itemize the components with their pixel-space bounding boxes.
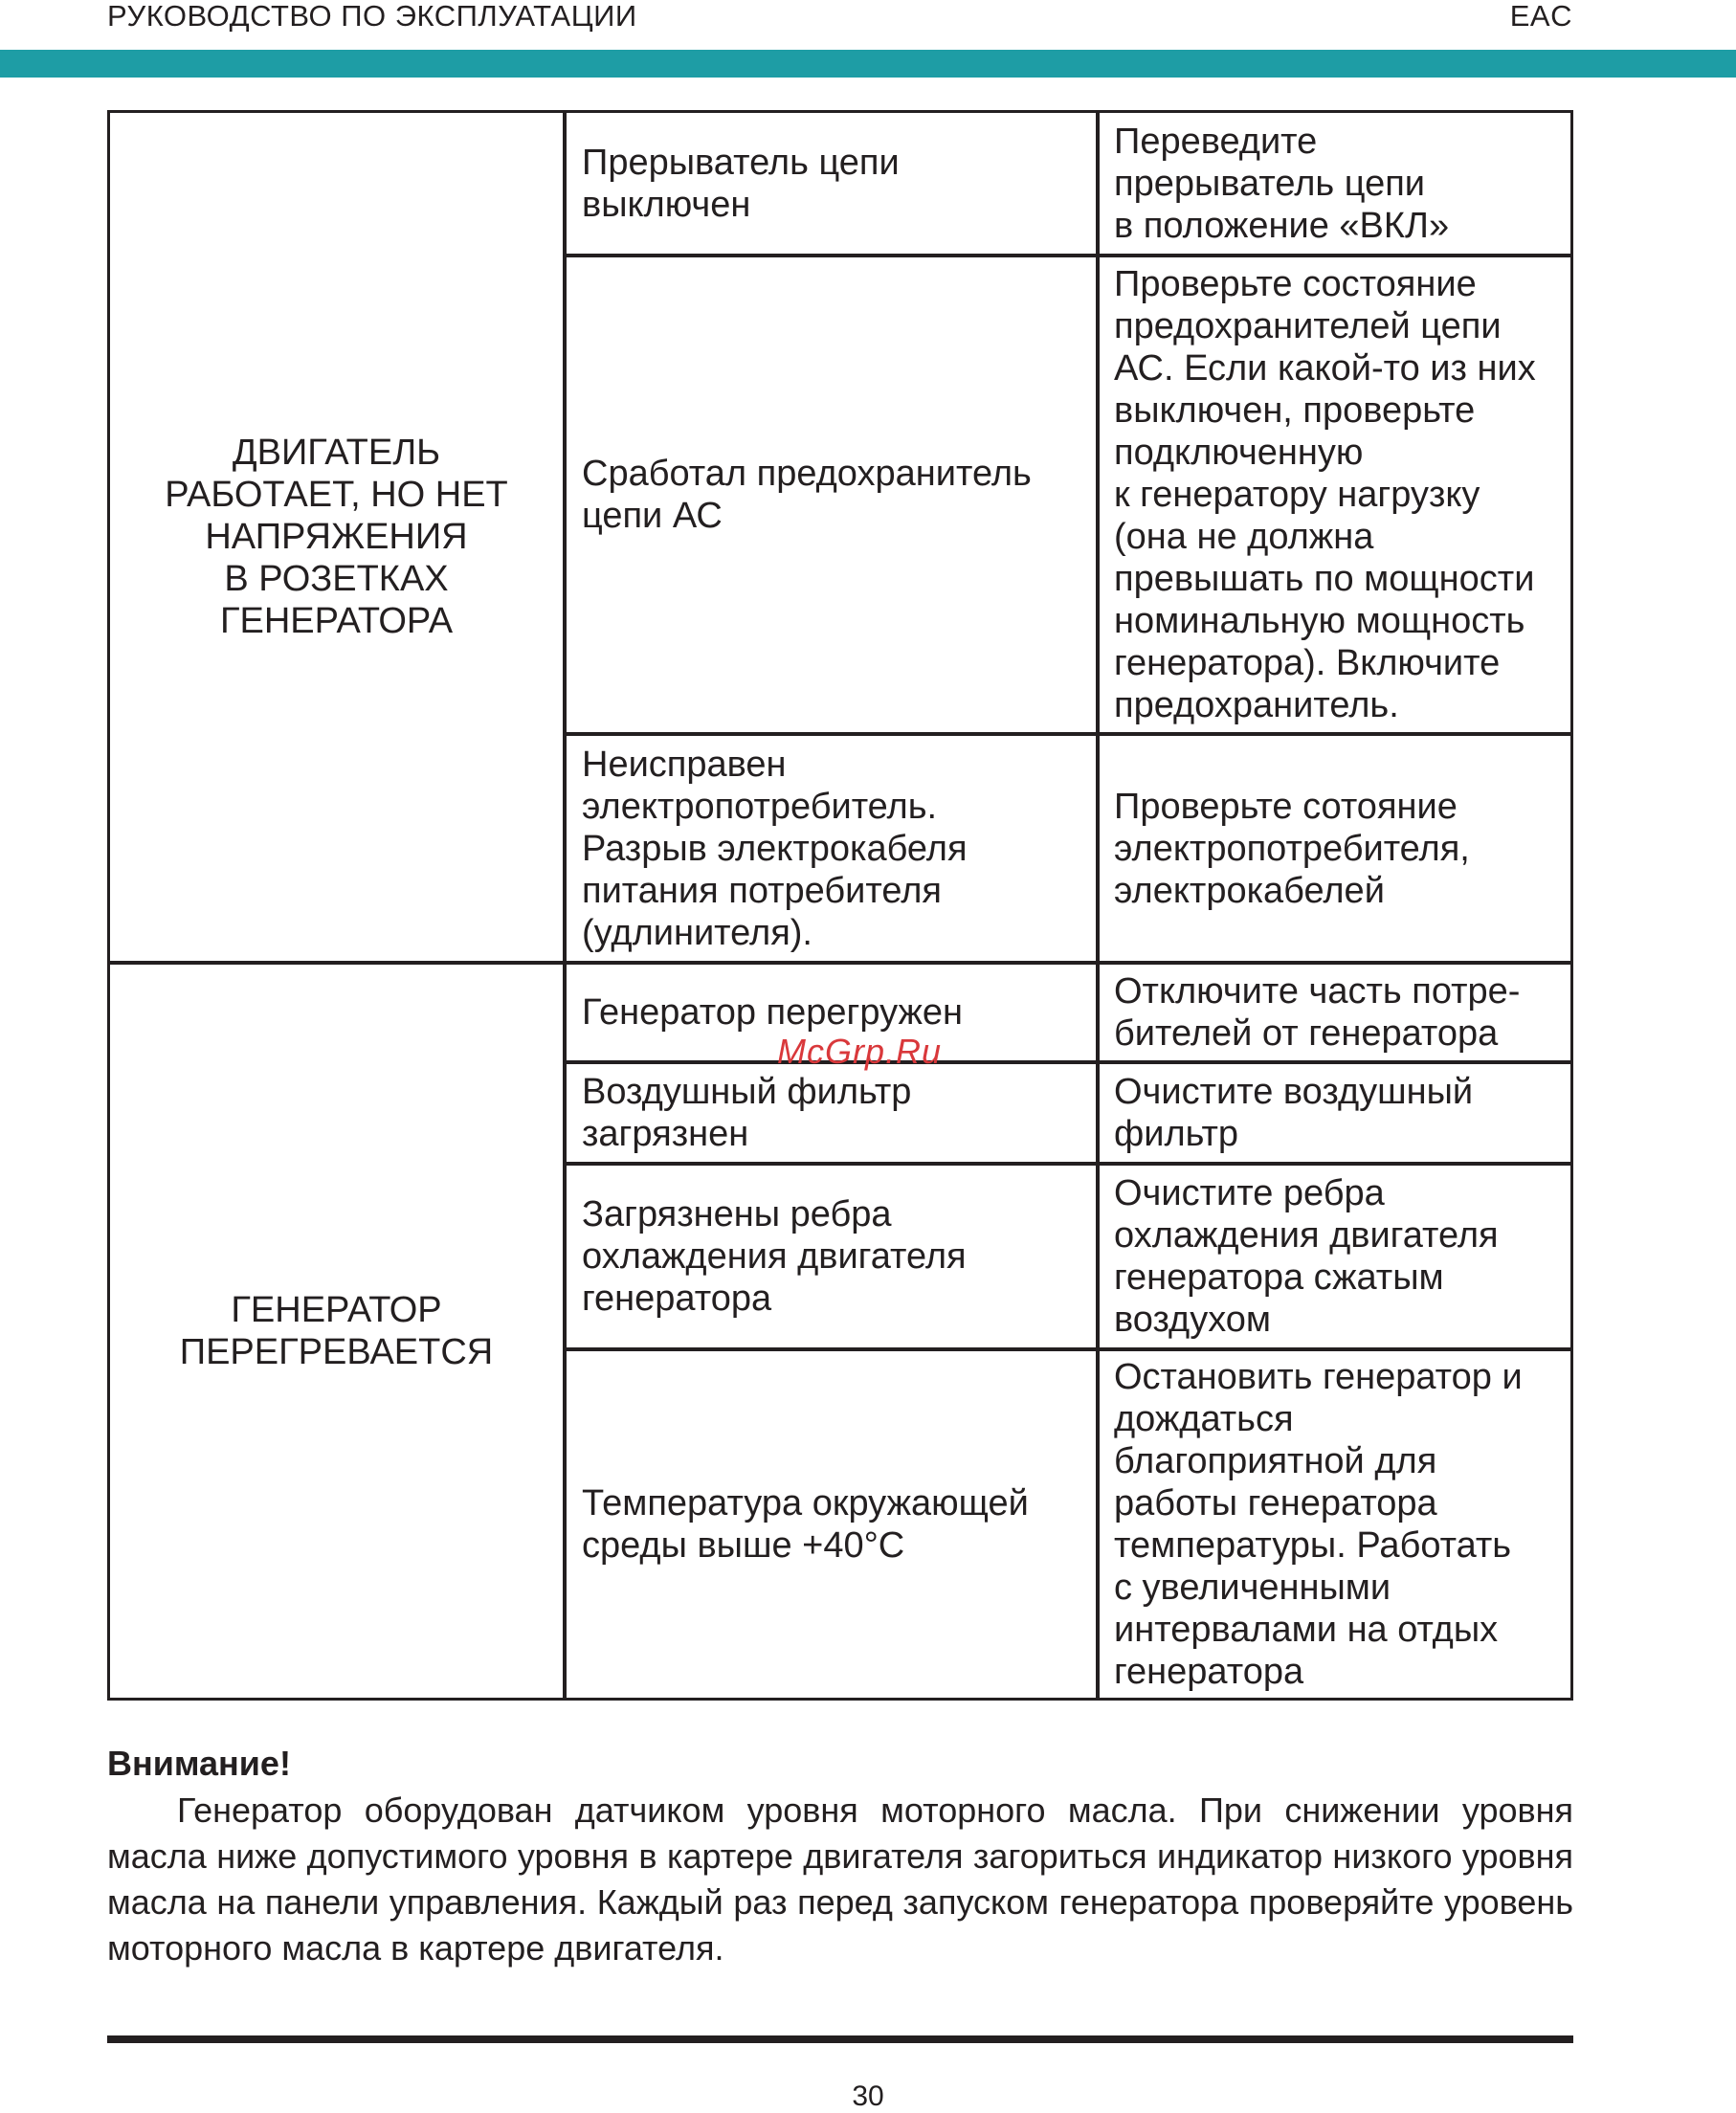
attention-title: Внимание! (107, 1744, 291, 1783)
page-number: 30 (852, 2080, 884, 2112)
eac-mark: EAC (1509, 0, 1572, 33)
cause-cell: Сработал предохранитель цепи АС (582, 454, 1032, 536)
solution-cell: Очистите ребра охлаждения двигателя генератора сжатым воздухом (1114, 1173, 1499, 1340)
cause-cell: Воздушный фильтр загрязнен (582, 1072, 912, 1154)
cause-cell: Неисправен электропотребитель. Разрыв электрокабеля питания потребителя (удлинителя). (582, 744, 968, 953)
solution-cell: Проверьте состояние предохранителей цепи АС. Если какой-то из них выключен, проверьте подключенную к генератору нагрузку (она не должна превышать по мощности номинальную мощность генератора). Включите предохранитель. (1114, 264, 1536, 725)
troubleshooting-table (107, 110, 1573, 1701)
problem-cell: ДВИГАТЕЛЬ РАБОТАЕТ, НО НЕТ НАПРЯЖЕНИЯ В РОЗЕТКАХ ГЕНЕРАТОРА (165, 433, 508, 641)
watermark: McGrp.Ru (777, 1032, 943, 1071)
solution-cell: Очистите воздушный фильтр (1114, 1072, 1474, 1154)
solution-cell: Переведите прерыватель цепи в положение «ВКЛ» (1114, 121, 1450, 246)
solution-cell: Остановить генератор и дождаться благоприятной для работы генератора температуры. Работать с увеличенными интервалами на отдых генератора (1114, 1357, 1523, 1692)
solution-cell: Проверьте сотояние электропотребителя, электрокабелей (1114, 786, 1470, 911)
solution-cell: Отключите часть потре- бителей от генератора (1114, 971, 1521, 1054)
cause-cell: Загрязнены ребра охлаждения двигателя генератора (582, 1194, 967, 1319)
header-bar (0, 50, 1736, 78)
cause-cell: Прерыватель цепи выключен (582, 142, 900, 225)
footer-rule (107, 2035, 1573, 2043)
cause-cell: Температура окружающей среды выше +40°С (582, 1483, 1029, 1566)
cause-cell: Генератор перегружен (582, 992, 964, 1033)
problem-cell: ГЕНЕРАТОР ПЕРЕГРЕВАЕТСЯ (179, 1290, 494, 1372)
header-title: РУКОВОДСТВО ПО ЭКСПЛУАТАЦИИ (107, 0, 637, 33)
attention-text: Генератор оборудован датчиком уровня моторного масла. При снижении уровня масла ниже допустимого уровня в картере двигателя загориться индикатор низкого уровня масла на панели управления. Каждый раз перед запуском генератора проверяйте уровень моторного масла в картере двигателя. (107, 1790, 1573, 1968)
